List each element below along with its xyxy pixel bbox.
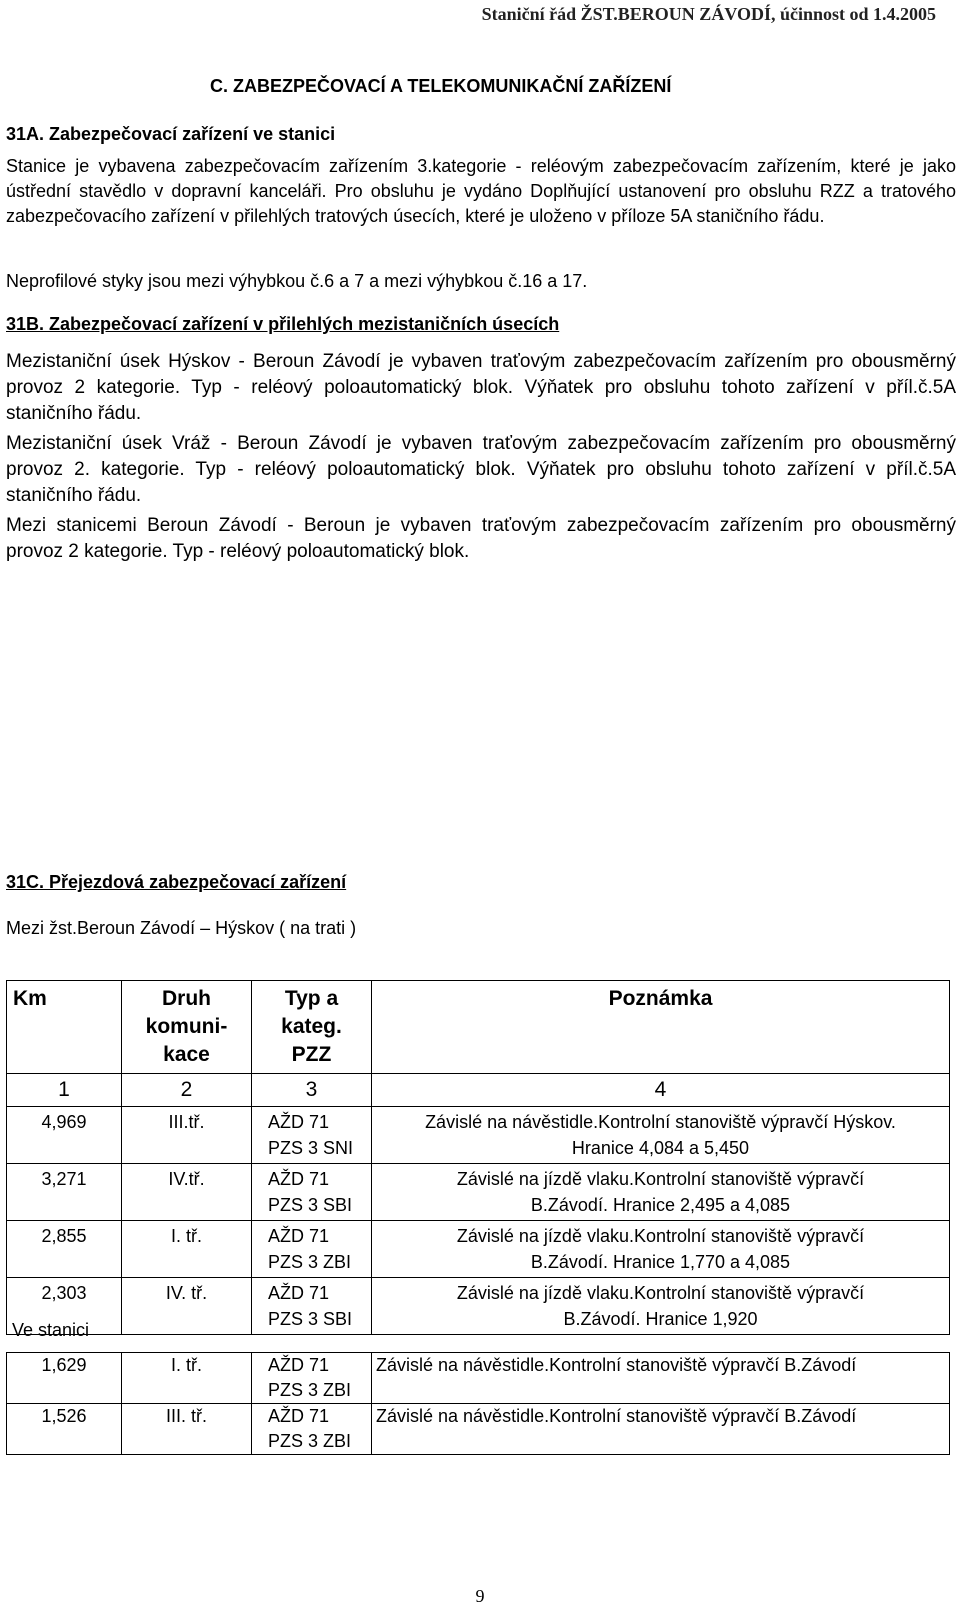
cell-typ: AŽD 71 PZS 3 SBI bbox=[252, 1278, 372, 1335]
cell-typ: AŽD 71 PZS 3 ZBI bbox=[252, 1221, 372, 1278]
paragraph-31a-2: Neprofilové styky jsou mezi výhybkou č.6 a 7 a mezi výhybkou č.16 a 17. bbox=[6, 271, 588, 291]
cell-km: 3,271 bbox=[7, 1164, 122, 1221]
cell-typ: AŽD 71 PZS 3 SNI bbox=[252, 1107, 372, 1164]
column-number: 4 bbox=[372, 1074, 950, 1107]
cell-typ: AŽD 71 PZS 3 ZBI bbox=[252, 1353, 372, 1404]
heading-31a: 31A. Zabezpečovací zařízení ve stanici bbox=[6, 124, 336, 144]
table-row bbox=[7, 1107, 950, 1164]
cell-km: 4,969 bbox=[7, 1107, 122, 1164]
cell-druh: IV. tř. bbox=[122, 1278, 252, 1335]
cell-km: 1,526 bbox=[7, 1404, 122, 1455]
cell-km: 2,855 bbox=[7, 1221, 122, 1278]
cell-km: 1,629 bbox=[7, 1353, 122, 1404]
table-row bbox=[7, 1164, 950, 1221]
cell-note: Závislé na návěstidle.Kontrolní stanoviště výpravčí Hýskov. Hranice 4,084 a 5,450 bbox=[372, 1107, 950, 1164]
column-number: 3 bbox=[252, 1074, 372, 1107]
cell-druh: IV.tř. bbox=[122, 1164, 252, 1221]
heading-31c: 31C. Přejezdová zabezpečovací zařízení bbox=[6, 872, 347, 892]
station-caption: Ve stanici bbox=[12, 1320, 90, 1340]
paragraph-31b-3: Mezi stanicemi Beroun Závodí - Beroun je vybaven traťovým zabezpečovacím zařízením pro obousměrný provoz 2 kategorie. Typ - reléový poloautomatický blok. bbox=[6, 515, 956, 562]
table-row bbox=[7, 1353, 950, 1404]
section-title: C. ZABEZPEČOVACÍ A TELEKOMUNIKAČNÍ ZAŘÍZENÍ bbox=[210, 76, 672, 96]
table-header-row bbox=[7, 981, 950, 1074]
table-row bbox=[7, 1404, 950, 1455]
cell-druh: III.tř. bbox=[122, 1107, 252, 1164]
cell-km: 2,303 bbox=[7, 1278, 122, 1335]
column-header-km: Km bbox=[7, 981, 122, 1074]
paragraph-31b-2: Mezistaniční úsek Vráž - Beroun Závodí je vybaven traťovým zabezpečovacím zařízením pro obousměrný provoz 2. kategorie. Typ - reléový poloautomatický blok. Výňatek pro obsluhu tohoto zařízení v příl.č.5A staničního řádu. bbox=[6, 433, 956, 506]
station-crossing-table bbox=[6, 1352, 950, 1455]
cell-druh: I. tř. bbox=[122, 1353, 252, 1404]
cell-note: Závislé na jízdě vlaku.Kontrolní stanoviště výpravčí B.Závodí. Hranice 1,770 a 4,085 bbox=[372, 1221, 950, 1278]
cell-druh: I. tř. bbox=[122, 1221, 252, 1278]
cell-note: Závislé na návěstidle.Kontrolní stanoviště výpravčí B.Závodí bbox=[372, 1353, 950, 1404]
paragraph-31a-1: Stanice je vybavena zabezpečovacím zařízením 3.kategorie - reléovým zabezpečovacím zařízením, které je jako ústřední stavědlo v dopravní kanceláři. Pro obsluhu je vydáno Doplňující ustanovení pro obsluhu RZZ a tratového zabezpečovacího zařízení v přilehlých tratových úsecích, které je uloženo v příloze 5A staničního řádu. bbox=[6, 156, 956, 226]
cell-typ: AŽD 71 PZS 3 SBI bbox=[252, 1164, 372, 1221]
cell-note: Závislé na návěstidle.Kontrolní stanoviště výpravčí B.Závodí bbox=[372, 1404, 950, 1455]
page-number: 9 bbox=[475, 1586, 485, 1606]
cell-note: Závislé na jízdě vlaku.Kontrolní stanoviště výpravčí B.Závodí. Hranice 2,495 a 4,085 bbox=[372, 1164, 950, 1221]
cell-note: Závislé na jízdě vlaku.Kontrolní stanoviště výpravčí B.Závodí. Hranice 1,920 bbox=[372, 1278, 950, 1335]
column-header-druh: Druh komuni- kace bbox=[122, 981, 252, 1074]
cell-druh: III. tř. bbox=[122, 1404, 252, 1455]
column-header-note: Poznámka bbox=[372, 981, 950, 1074]
table-row bbox=[7, 1278, 950, 1335]
heading-31b: 31B. Zabezpečovací zařízení v přilehlých mezistaničních úsecích bbox=[6, 314, 560, 334]
column-number-row bbox=[7, 1074, 950, 1107]
cell-typ: AŽD 71 PZS 3 ZBI bbox=[252, 1404, 372, 1455]
page-header: Staniční řád ŽST.BEROUN ZÁVODÍ, účinnost od 1.4.2005 bbox=[481, 4, 936, 24]
column-number: 1 bbox=[7, 1074, 122, 1107]
table-subtitle: Mezi žst.Beroun Závodí – Hýskov ( na trati ) bbox=[6, 918, 357, 938]
paragraph-31b-1: Mezistaniční úsek Hýskov - Beroun Závodí je vybaven traťovým zabezpečovacím zařízením pro obousměrný provoz 2 kategorie. Typ - reléový poloautomatický blok. Výňatek pro obsluhu tohoto zařízení v příl.č.5A staničního řádu. bbox=[6, 351, 956, 424]
column-header-typ: Typ a kateg. PZZ bbox=[252, 981, 372, 1074]
column-number: 2 bbox=[122, 1074, 252, 1107]
crossing-table bbox=[6, 980, 950, 1335]
table-row bbox=[7, 1221, 950, 1278]
